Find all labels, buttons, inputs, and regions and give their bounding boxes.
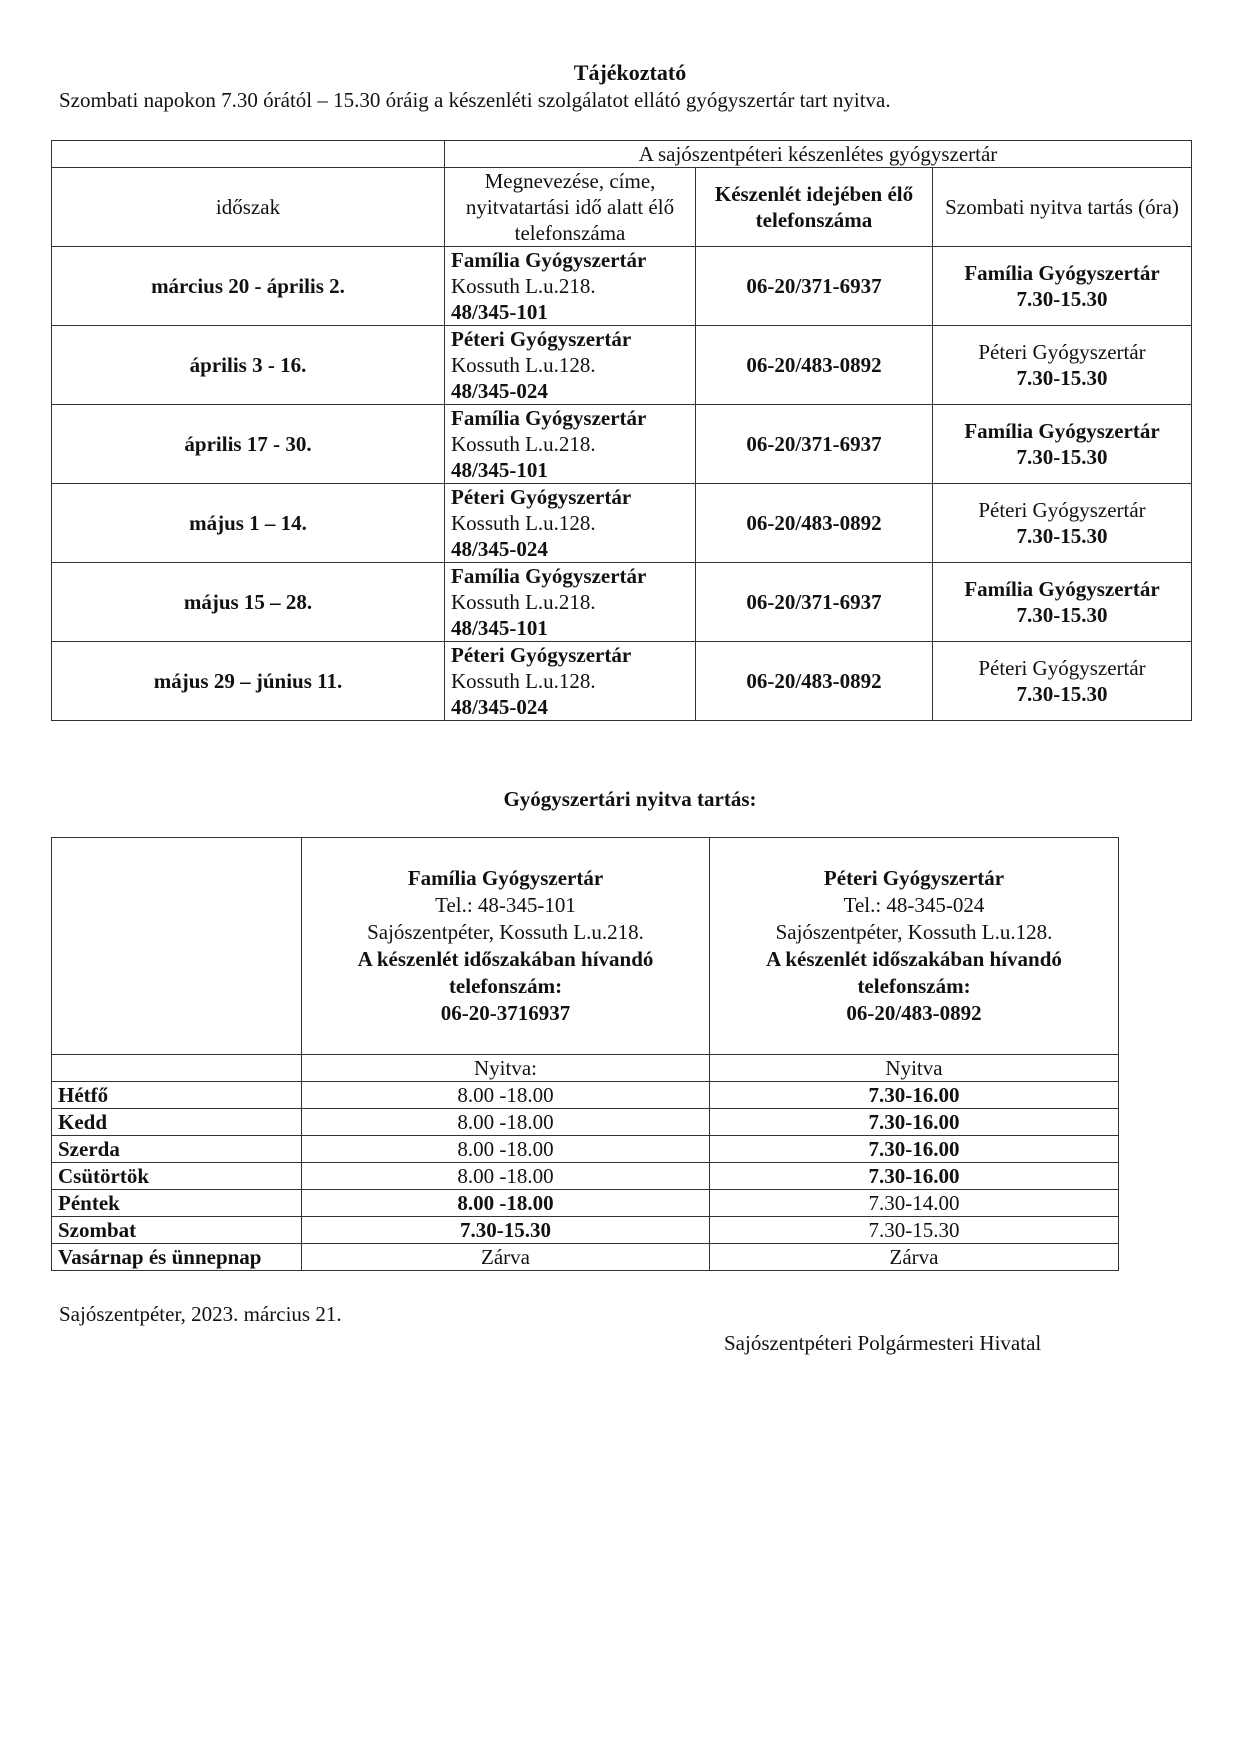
pharmacy-tel: 48/345-024 bbox=[451, 379, 548, 403]
peteri-address: Sajószentpéter, Kossuth L.u.128. bbox=[775, 920, 1053, 944]
familia-hours: 8.00 -18.00 bbox=[302, 1082, 710, 1109]
day-name: Szerda bbox=[52, 1136, 302, 1163]
day-name: Vasárnap és ünnepnap bbox=[52, 1244, 302, 1271]
saturday-pharmacy: Família Gyógyszertár bbox=[964, 419, 1160, 443]
day-name: Csütörtök bbox=[52, 1163, 302, 1190]
table-row bbox=[52, 642, 1192, 721]
period-cell: május 15 – 28. bbox=[52, 563, 445, 642]
duty-phone-cell: 06-20/483-0892 bbox=[696, 642, 933, 721]
saturday-pharmacy: Péteri Gyógyszertár bbox=[978, 340, 1146, 364]
familia-duty-label: A készenlét időszakában hívandó telefonszám: bbox=[357, 947, 654, 998]
familia-info-cell bbox=[302, 838, 710, 1055]
familia-name: Família Gyógyszertár bbox=[407, 866, 604, 890]
pharmacy-address: Kossuth L.u.128. bbox=[451, 353, 596, 377]
pharmacy-address: Kossuth L.u.218. bbox=[451, 432, 596, 456]
day-row bbox=[52, 1190, 1119, 1217]
pharmacy-tel: 48/345-101 bbox=[451, 300, 548, 324]
table-row bbox=[52, 484, 1192, 563]
saturday-pharmacy: Péteri Gyógyszertár bbox=[978, 498, 1146, 522]
signature: Sajószentpéteri Polgármesteri Hivatal bbox=[724, 1331, 1042, 1355]
pharmacy-address: Kossuth L.u.128. bbox=[451, 669, 596, 693]
saturday-cell bbox=[933, 642, 1192, 721]
day-name: Péntek bbox=[52, 1190, 302, 1217]
pharmacy-tel: 48/345-101 bbox=[451, 616, 548, 640]
period-cell: március 20 - április 2. bbox=[52, 247, 445, 326]
table-row bbox=[52, 326, 1192, 405]
familia-hours: 8.00 -18.00 bbox=[302, 1136, 710, 1163]
period-cell: május 1 – 14. bbox=[52, 484, 445, 563]
day-row bbox=[52, 1217, 1119, 1244]
pharmacy-cell bbox=[445, 326, 696, 405]
saturday-cell bbox=[933, 563, 1192, 642]
opening-hours-table bbox=[51, 837, 1119, 1271]
saturday-hours: 7.30-15.30 bbox=[1016, 287, 1108, 311]
day-name: Hétfő bbox=[52, 1082, 302, 1109]
group-header: A sajószentpéteri készenlétes gyógyszertár bbox=[445, 141, 1192, 168]
saturday-pharmacy: Família Gyógyszertár bbox=[964, 261, 1160, 285]
saturday-hours: 7.30-15.30 bbox=[1016, 524, 1108, 548]
pharmacy-cell bbox=[445, 484, 696, 563]
table-row bbox=[52, 405, 1192, 484]
day-row bbox=[52, 1109, 1119, 1136]
hours-title: Gyógyszertári nyitva tartás: bbox=[503, 787, 757, 811]
saturday-cell bbox=[933, 405, 1192, 484]
pharmacy-cell bbox=[445, 563, 696, 642]
saturday-cell bbox=[933, 484, 1192, 563]
col-header-period: időszak bbox=[52, 168, 445, 247]
familia-duty-phone: 06-20-3716937 bbox=[440, 1001, 571, 1025]
pharmacy-name: Família Gyógyszertár bbox=[451, 564, 647, 588]
pharmacy-cell bbox=[445, 405, 696, 484]
day-row bbox=[52, 1082, 1119, 1109]
duty-phone-cell: 06-20/483-0892 bbox=[696, 326, 933, 405]
pharmacy-name: Família Gyógyszertár bbox=[451, 406, 647, 430]
pharmacy-cell bbox=[445, 642, 696, 721]
empty-cell bbox=[52, 141, 445, 168]
period-cell: április 3 - 16. bbox=[52, 326, 445, 405]
pharmacy-name: Péteri Gyógyszertár bbox=[451, 485, 632, 509]
pharmacy-tel: 48/345-101 bbox=[451, 458, 548, 482]
peteri-hours: 7.30-15.30 bbox=[710, 1217, 1119, 1244]
familia-address: Sajószentpéter, Kossuth L.u.218. bbox=[367, 920, 644, 944]
period-cell: április 17 - 30. bbox=[52, 405, 445, 484]
pharmacy-tel: 48/345-024 bbox=[451, 537, 548, 561]
duty-phone-cell: 06-20/371-6937 bbox=[696, 247, 933, 326]
table-row bbox=[52, 563, 1192, 642]
peteri-name: Péteri Gyógyszertár bbox=[823, 866, 1005, 890]
pharmacy-name: Péteri Gyógyszertár bbox=[451, 327, 632, 351]
day-name: Szombat bbox=[52, 1217, 302, 1244]
pharmacy-tel: 48/345-024 bbox=[451, 695, 548, 719]
col-header-name: Megnevezése, címe, nyitvatartási idő alatt élő telefonszáma bbox=[445, 168, 696, 247]
period-cell: május 29 – június 11. bbox=[52, 642, 445, 721]
date-line: Sajószentpéter, 2023. március 21. bbox=[59, 1302, 342, 1326]
saturday-hours: 7.30-15.30 bbox=[1016, 603, 1108, 627]
familia-open-label: Nyitva: bbox=[302, 1055, 710, 1082]
familia-hours: 8.00 -18.00 bbox=[302, 1163, 710, 1190]
familia-hours: 8.00 -18.00 bbox=[302, 1109, 710, 1136]
familia-hours: 7.30-15.30 bbox=[302, 1217, 710, 1244]
intro-text: Szombati napokon 7.30 órától – 15.30 óráig a készenléti szolgálatot ellátó gyógyszertár tart nyitva. bbox=[59, 88, 891, 112]
peteri-hours: 7.30-14.00 bbox=[710, 1190, 1119, 1217]
pharmacy-address: Kossuth L.u.128. bbox=[451, 511, 596, 535]
peteri-open-label: Nyitva bbox=[710, 1055, 1119, 1082]
pharmacy-name: Família Gyógyszertár bbox=[451, 248, 647, 272]
saturday-cell bbox=[933, 326, 1192, 405]
peteri-hours: 7.30-16.00 bbox=[710, 1136, 1119, 1163]
familia-hours: Zárva bbox=[302, 1244, 710, 1271]
saturday-hours: 7.30-15.30 bbox=[1016, 366, 1108, 390]
col-header-duty-phone: Készenlét idejében élő telefonszáma bbox=[696, 168, 933, 247]
pharmacy-address: Kossuth L.u.218. bbox=[451, 590, 596, 614]
peteri-hours: Zárva bbox=[710, 1244, 1119, 1271]
day-row bbox=[52, 1244, 1119, 1271]
empty-cell bbox=[52, 1055, 302, 1082]
day-row bbox=[52, 1136, 1119, 1163]
peteri-duty-label: A készenlét időszakában hívandó telefonszám: bbox=[766, 947, 1062, 998]
familia-tel: Tel.: 48-345-101 bbox=[435, 893, 576, 917]
pharmacy-name: Péteri Gyógyszertár bbox=[451, 643, 632, 667]
empty-cell bbox=[52, 838, 302, 1055]
saturday-hours: 7.30-15.30 bbox=[1016, 445, 1108, 469]
pharmacy-address: Kossuth L.u.218. bbox=[451, 274, 596, 298]
duty-schedule-table bbox=[51, 140, 1192, 721]
saturday-pharmacy: Família Gyógyszertár bbox=[964, 577, 1160, 601]
day-name: Kedd bbox=[52, 1109, 302, 1136]
duty-phone-cell: 06-20/371-6937 bbox=[696, 405, 933, 484]
peteri-hours: 7.30-16.00 bbox=[710, 1163, 1119, 1190]
duty-phone-cell: 06-20/483-0892 bbox=[696, 484, 933, 563]
familia-hours: 8.00 -18.00 bbox=[302, 1190, 710, 1217]
saturday-pharmacy: Péteri Gyógyszertár bbox=[978, 656, 1146, 680]
col-header-saturday: Szombati nyitva tartás (óra) bbox=[933, 168, 1192, 247]
duty-phone-cell: 06-20/371-6937 bbox=[696, 563, 933, 642]
table-row bbox=[52, 247, 1192, 326]
saturday-cell bbox=[933, 247, 1192, 326]
day-row bbox=[52, 1163, 1119, 1190]
pharmacy-cell bbox=[445, 247, 696, 326]
peteri-info-cell bbox=[710, 838, 1119, 1055]
peteri-hours: 7.30-16.00 bbox=[710, 1109, 1119, 1136]
peteri-hours: 7.30-16.00 bbox=[710, 1082, 1119, 1109]
saturday-hours: 7.30-15.30 bbox=[1016, 682, 1108, 706]
peteri-duty-phone: 06-20/483-0892 bbox=[846, 1001, 982, 1025]
peteri-tel: Tel.: 48-345-024 bbox=[843, 893, 985, 917]
document-title: Tájékoztató bbox=[573, 60, 687, 85]
